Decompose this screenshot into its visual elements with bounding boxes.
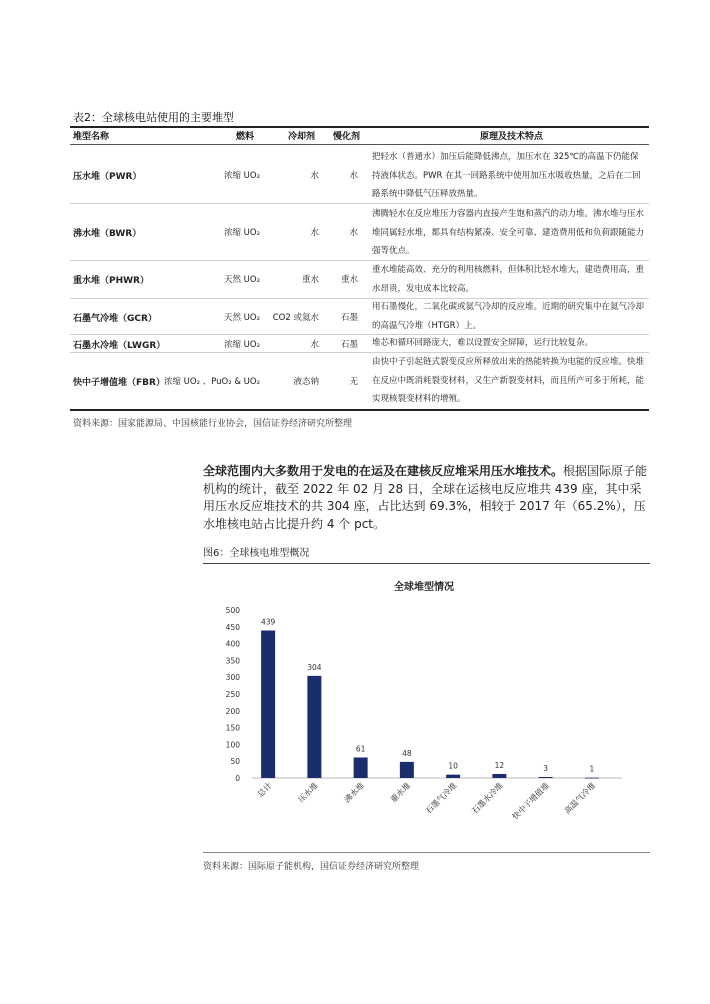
x-tick-label: 石墨气冷堆 xyxy=(423,781,459,816)
reactor-type: 重水堆（PHWR） xyxy=(73,276,149,286)
table-row xyxy=(70,299,649,335)
fuel: 浓缩 UO₂ xyxy=(223,340,260,350)
body-paragraph xyxy=(203,463,650,533)
y-tick-label: 0 xyxy=(235,774,240,783)
figure-source: 资料来源：国际原子能机构，国信证券经济研究所整理 xyxy=(203,862,420,872)
moderator: 石墨 xyxy=(340,313,358,323)
y-tick-label: 400 xyxy=(225,639,240,649)
data-label: 439 xyxy=(260,617,276,627)
y-tick-label: 100 xyxy=(225,740,240,750)
bar xyxy=(539,777,553,778)
y-tick-label: 300 xyxy=(225,673,240,683)
fuel: 浓缩 UO₂ 、PuO₂ & UO₂ xyxy=(163,377,260,387)
table-title: 表2：全球核电站使用的主要堆型 xyxy=(73,111,234,124)
bar xyxy=(261,630,275,778)
reactor-type: 石墨水冷堆（LWGR） xyxy=(73,341,166,351)
data-label: 61 xyxy=(355,744,366,754)
x-tick-label: 快中子增值堆 xyxy=(510,781,552,822)
bar xyxy=(354,758,368,778)
x-tick-labels xyxy=(255,780,597,821)
reactor-type: 压水堆（PWR） xyxy=(73,172,142,182)
x-tick-label: 高温气冷堆 xyxy=(562,781,598,816)
reactor-type: 石墨气冷堆（GCR） xyxy=(73,314,157,324)
moderator: 水 xyxy=(349,228,358,238)
table-source: 资料来源：国家能源局、中国核能行业协会，国信证券经济研究所整理 xyxy=(73,419,353,429)
y-tick-label: 200 xyxy=(225,706,240,716)
bar xyxy=(585,778,599,779)
header-type: 堆型名称 xyxy=(73,132,110,142)
y-axis xyxy=(226,606,241,783)
bar xyxy=(400,762,414,778)
y-tick-label: 150 xyxy=(225,723,240,733)
y-tick-label: 450 xyxy=(225,622,240,632)
x-tick-label: 总计 xyxy=(255,781,274,799)
data-label: 1 xyxy=(589,764,595,774)
table-row xyxy=(70,353,649,409)
table-header-rule xyxy=(70,144,649,145)
coolant: 水 xyxy=(310,228,319,238)
y-tick-label: 50 xyxy=(230,757,240,767)
moderator: 水 xyxy=(349,171,358,181)
principle: 堆芯和循环回路庞大，难以设置安全屏障，运行比较复杂。 xyxy=(372,338,594,348)
coolant: CO2 或氦水 xyxy=(272,313,319,323)
bar xyxy=(446,775,460,778)
x-tick-label: 沸水堆 xyxy=(342,781,367,805)
coolant: 水 xyxy=(310,340,319,350)
y-tick-label: 250 xyxy=(225,690,240,699)
data-label: 12 xyxy=(494,760,505,770)
principle: 重水堆能高效、充分的利用核燃料，但体积比轻水堆大，建造费用高，重水昂贵，发电成本比较高。 xyxy=(372,265,645,294)
coolant: 水 xyxy=(310,171,319,181)
reactor-type: 沸水堆（BWR） xyxy=(73,229,142,239)
data-label: 3 xyxy=(543,763,549,773)
header-fuel: 燃料 xyxy=(236,132,255,142)
y-tick-label: 350 xyxy=(225,656,240,666)
principle: 把轻水（普通水）加压后能降低沸点，加压水在 325℃的高温下仍能保持液体状态。PWR 在其一回路系统中使用加压水吸收热量，之后在二回路系统中降低气压释放热量。 xyxy=(372,152,641,199)
x-tick-label: 重水堆 xyxy=(388,781,413,805)
chart-svg xyxy=(224,573,629,845)
header-moderator: 慢化剂 xyxy=(333,132,361,142)
coolant: 重水 xyxy=(301,275,319,285)
fuel: 浓缩 UO₂ xyxy=(223,228,260,238)
bar xyxy=(307,676,321,778)
paragraph-lead: 全球范围内大多数用于发电的在运及在建核反应堆采用压水堆技术。 xyxy=(203,464,564,478)
data-label: 48 xyxy=(402,748,412,758)
fuel: 天然 UO₂ xyxy=(223,275,260,285)
moderator: 石墨 xyxy=(340,340,358,350)
figure-bottom-rule xyxy=(203,852,650,853)
coolant: 液态钠 xyxy=(293,377,319,387)
bar-chart xyxy=(224,573,629,845)
chart-title: 全球堆型情况 xyxy=(394,582,454,593)
bar xyxy=(492,774,506,778)
table-row xyxy=(70,335,649,353)
header-principle: 原理及技术特点 xyxy=(480,132,544,142)
figure-top-rule xyxy=(203,563,650,564)
fuel: 天然 UO₂ xyxy=(223,313,260,323)
principle: 由快中子引起链式裂变反应所释放出来的热能转换为电能的反应堆。快堆在反应中既消耗裂变材料，又生产新裂变材料，而且所产可多于所耗，能实现核裂变材料的增殖。 xyxy=(372,357,645,404)
data-label: 304 xyxy=(307,662,322,672)
fuel: 浓缩 UO₂ xyxy=(223,171,260,181)
data-label: 10 xyxy=(448,761,458,771)
bars xyxy=(261,630,599,778)
header-coolant: 冷却剂 xyxy=(288,132,316,142)
figure-title: 图6：全球核电堆型概况 xyxy=(203,548,310,559)
principle: 用石墨慢化，二氧化碳或氦气冷却的反应堆。近期的研究集中在氦气冷却的高温气冷堆（HTGR）上。 xyxy=(372,302,645,331)
y-tick-label: 500 xyxy=(225,606,240,615)
paragraph-text: 根据国际原子能机构的统计，截至 2022 年 02 月 28 日，全球在运核电反应堆共 439 座，其中采用压水反应堆技术的共 304 座，占比达到 69.3%，相较于 2017 年（65.2%），压水堆核电站占比提升约 4 个 pct。 xyxy=(203,464,648,531)
x-tick-label: 石墨水冷堆 xyxy=(470,781,505,816)
x-tick-label: 压水堆 xyxy=(296,781,320,805)
moderator: 重水 xyxy=(340,275,358,285)
table-row xyxy=(70,204,649,261)
reactor-type: 快中子增值堆（FBR） xyxy=(73,378,165,388)
table-row xyxy=(70,147,649,204)
table-row xyxy=(70,261,649,299)
table-bottom-rule xyxy=(70,409,649,411)
table-top-rule xyxy=(70,126,649,128)
moderator: 无 xyxy=(349,377,358,387)
principle: 沸腾轻水在反应堆压力容器内直接产生饱和蒸汽的动力堆。沸水堆与压水堆同属轻水堆，都具有结构紧凑、安全可靠、建造费用低和负荷跟随能力强等优点。 xyxy=(372,209,645,256)
